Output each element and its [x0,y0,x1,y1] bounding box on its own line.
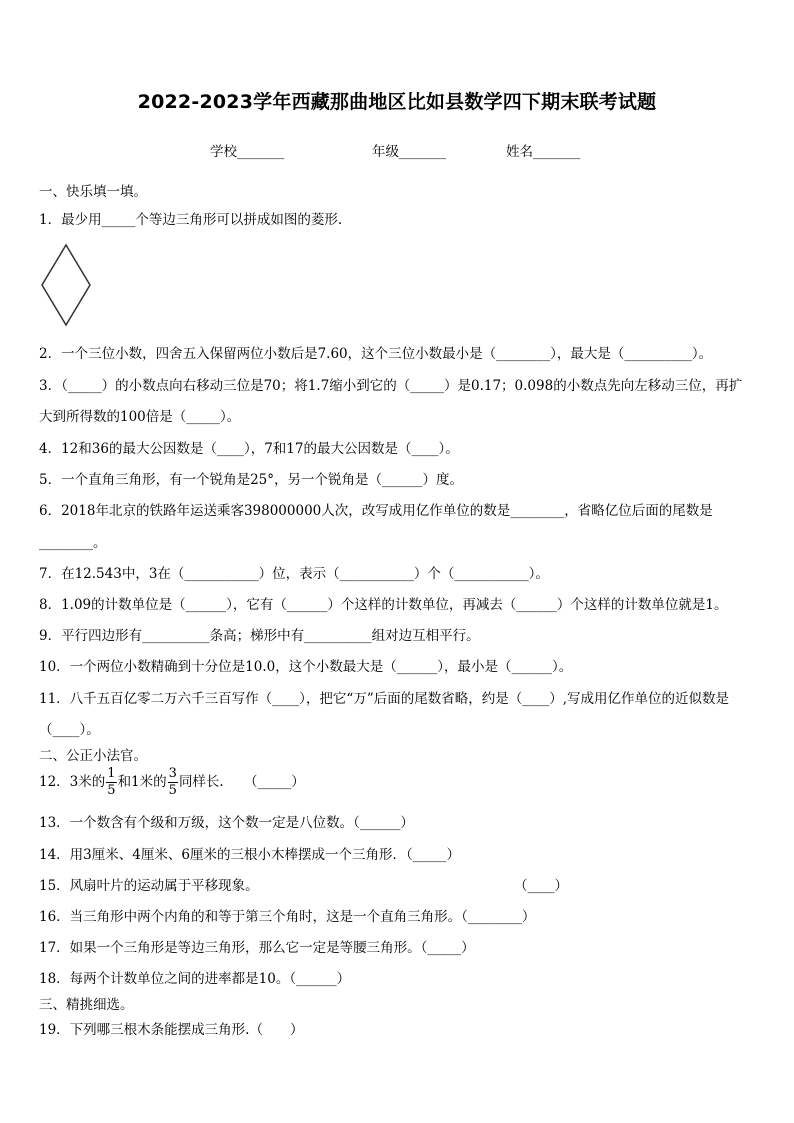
question-1: 1．最少用_____个等边三角形可以拼成如图的菱形. [39,212,343,228]
fraction-denominator: 5 [168,783,177,798]
school-field: 学校_______ [210,144,285,160]
question-12-text: 同样长. （_____） [178,774,305,790]
fraction [168,766,178,799]
fraction-numerator: 3 [168,766,177,781]
question-7: 7．在12.543中，3在（___________）位，表示（___________）个（___________）。 [39,566,549,582]
name-field: 姓名_______ [506,144,581,160]
rhombus-figure [40,243,92,327]
fraction-numerator: 1 [107,766,116,781]
question-16: 16．当三角形中两个内角的和等于第三个角时，这是一个直角三角形。（________） [39,909,536,925]
question-18: 18．每两个计数单位之间的进率都是10。（______） [39,971,351,987]
question-8: 8．1.09的计数单位是（______），它有（______）个这样的计数单位，再减去（______）个这样的计数单位就是1。 [39,597,728,613]
question-11-cont: （____）。 [39,722,100,738]
question-3-cont: 大到所得数的100倍是（_____）。 [39,409,241,425]
question-6: 6．2018年北京的铁路年运送乘客398000000人次，改写成用亿作单位的数是________，省略亿位后面的尾数是 [39,503,713,519]
question-14: 14．用3厘米、4厘米、6厘米的三根小木棒摆成一个三角形．（_____） [39,847,460,863]
page-title: 2022-2023学年西藏那曲地区比如县数学四下期末联考试题 [137,91,657,113]
question-12-text: 和1米的 [117,774,167,790]
question-15-blank: （____） [514,878,568,894]
section-heading: 三、精挑细选。 [39,997,134,1013]
question-6-cont: ________。 [39,535,107,551]
section-heading: 二、公正小法官。 [39,748,147,764]
question-15: 15．风扇叶片的运动属于平移现象。 [39,878,259,894]
question-3: 3．（_____）的小数点向右移动三位是70；将1.7缩小到它的（_____）是0.17；0.098的小数点先向左移动三位，再扩 [39,378,743,394]
fraction [106,766,116,799]
question-4: 4．12和36的最大公因数是（____），7和17的最大公因数是（____）。 [39,441,459,457]
question-12 [39,766,305,799]
question-10: 10．一个两位小数精确到十分位是10.0，这个小数最大是（______），最小是（______）。 [39,659,573,675]
section-heading: 一、快乐填一填。 [39,184,147,200]
question-17: 17．如果一个三角形是等边三角形，那么它一定是等腰三角形。（_____） [39,940,475,956]
question-2: 2．一个三位小数，四舍五入保留两位小数后是7.60，这个三位小数最小是（________），最大是（__________）。 [39,346,713,362]
question-19: 19．下列哪三根木条能摆成三角形.（ ） [39,1022,304,1038]
fraction-denominator: 5 [107,783,116,798]
question-11: 11．八千五百亿零二万六千三百写作（____），把它“万”后面的尾数省略，约是（____）,写成用亿作单位的近似数是 [39,691,730,707]
grade-field: 年级_______ [372,144,447,160]
question-5: 5．一个直角三角形，有一个锐角是25°，另一个锐角是（______）度。 [39,472,464,488]
question-9: 9．平行四边形有__________条高；梯形中有__________组对边互相平行。 [39,628,480,644]
question-12-text: 12．3米的 [39,774,106,790]
question-13: 13．一个数含有个级和万级，这个数一定是八位数。（______） [39,815,414,831]
